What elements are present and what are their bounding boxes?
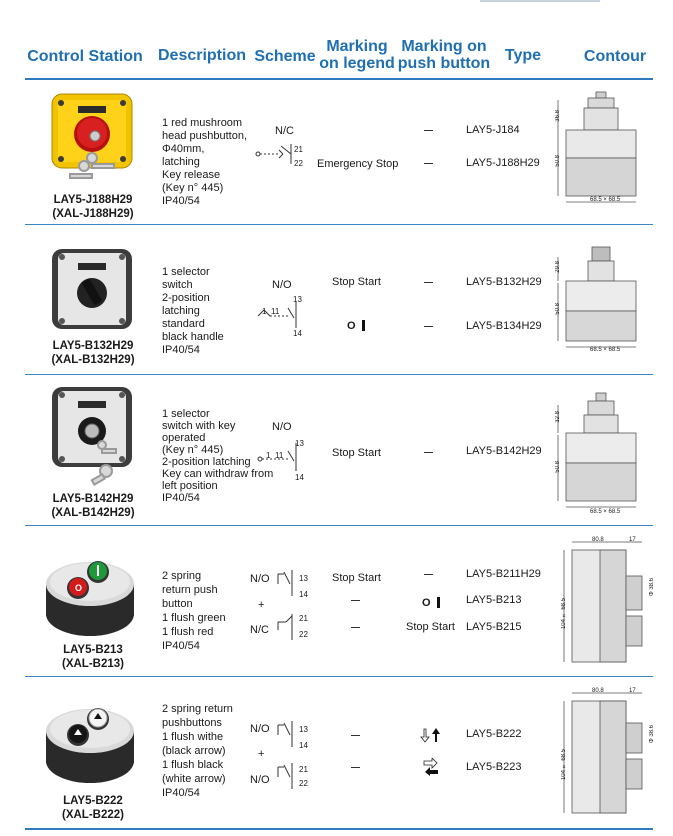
description-line: latching [162,305,200,317]
type-code: LAY5-B211H29 [466,568,541,580]
type-code: LAY5-J188H29 [466,157,540,169]
type-code: LAY5-J184 [466,124,520,136]
legend-text: Stop Start [332,447,381,459]
type-code: LAY5-B215 [466,621,522,633]
dimension-label: 50.8 [555,155,561,167]
description-line: 1 flush green [162,612,226,624]
type-code: LAY5-B134H29 [466,320,542,332]
scheme-num: 22 [294,159,303,168]
bottom-rule [25,828,653,830]
scheme-num: 21 [299,614,308,623]
type-code: LAY5-B132H29 [466,276,542,288]
arrow-left-right-icon [422,758,440,776]
description-line: latching [162,156,200,168]
header-type: Type [504,47,542,64]
table-header [0,36,673,76]
description-line: 1 selector [162,266,210,278]
no-marking-dash [424,326,433,327]
dimension-label: 17 [629,537,636,543]
description-line: IP40/54 [162,640,200,652]
header-marking-button-1: Marking on [401,38,487,55]
no-marking-dash [351,627,360,628]
scheme-num: 11 [275,451,284,460]
type-code: LAY5-B213 [466,594,522,606]
scheme-num: 13 [299,574,308,583]
dimension-label: Φ 38.6 [649,725,655,744]
model-alt-name: (XAL-J188H29) [52,208,134,220]
scheme-num: 14 [295,473,304,482]
description-line: 2-position latching [162,456,251,468]
description-line: switch with key [162,420,236,432]
scheme-num: 22 [299,779,308,788]
two-button-black-station-image [42,691,142,791]
contour-drawing [556,687,660,817]
legend-on-bar [362,320,365,331]
description-line: 1 selector [162,408,210,420]
model-alt-name: (XAL-B213) [62,658,124,670]
legend-text: Emergency Stop [317,158,399,170]
table-row [0,80,673,225]
description-line: 2 spring return [162,703,233,715]
model-name: LAY5-B142H29 [52,493,134,505]
scheme-num: 11 [271,307,280,316]
scheme-num: 13 [299,725,308,734]
description-line: operated [162,432,206,444]
scheme-label: N/C [275,125,294,137]
model-name: LAY5-B213 [63,644,123,656]
no-marking-dash [351,600,360,601]
header-contour: Contour [583,48,647,65]
emergency-stop-station-image [48,90,138,190]
dimension-label: 80.8 [592,688,604,694]
arrow-down-up-icon [420,727,442,743]
type-code: LAY5-B222 [466,728,522,740]
model-name: LAY5-B222 [63,795,123,807]
table-row [0,375,673,525]
selector-switch-station-image [48,245,138,335]
scheme-label: N/O [250,774,270,786]
dimension-label: 36.8 [555,110,561,122]
table-row [0,677,673,827]
scheme-num: 22 [299,630,308,639]
no-marking-dash [424,282,433,283]
description-line: (Key n° 445) [162,444,224,456]
description-line: black handle [162,331,224,343]
top-decor-segment [480,0,600,2]
description-line: (Key n° 445) [162,182,224,194]
model-alt-name: (XAL-B132H29) [51,354,135,366]
button-off-symbol: O [422,597,431,609]
svg-text:O: O [75,583,83,593]
description-line: (black arrow) [162,745,226,757]
contour-drawing [550,389,662,509]
contour-drawing [550,90,662,208]
description-line: 1 flush withe [162,731,224,743]
dimension-label: 29.8 [555,261,561,273]
scheme-plus: + [258,599,265,611]
scheme-label: N/O [250,723,270,735]
scheme-label: N/O [272,421,292,433]
legend-text: Stop Start [332,572,381,584]
description-line: return push [162,584,218,596]
legend-text: Stop Start [332,276,381,288]
header-description: Description [157,47,246,64]
header-marking-legend-1: Marking [326,38,388,55]
description-line: Key release [162,169,221,181]
contour-drawing [550,243,662,353]
description-line: left position [162,480,218,492]
header-marking-button-2: push button [397,55,491,72]
description-line: IP40/54 [162,492,200,504]
scheme-num: 21 [294,145,303,154]
dimension-label: 50.8 [555,303,561,315]
description-line: pushbuttons [162,717,222,729]
dimension-label: 80.8 [592,537,604,543]
scheme-num: 1 [266,451,271,460]
top-decor-line [0,0,673,3]
scheme-num: 21 [299,765,308,774]
header-control-station: Control Station [27,48,143,65]
scheme-plus: + [258,748,265,760]
description-line: 2 spring [162,570,202,582]
type-code: LAY5-B142H29 [466,445,542,457]
no-marking-dash [424,452,433,453]
model-alt-name: (XAL-B222) [62,809,124,821]
description-line: Φ40mm, [162,143,205,155]
dimension-label: 50.8 [555,461,561,473]
type-code: LAY5-B223 [466,761,522,773]
key-selector-station-image [48,383,138,493]
dimension-label: 17 [629,688,636,694]
description-line: Key can withdraw from [162,468,274,480]
table-row [0,526,673,676]
header-marking-legend-2: on legend [319,55,395,72]
no-marking-dash [351,767,360,768]
no-marking-dash [424,163,433,164]
contour-drawing [556,536,660,666]
model-alt-name: (XAL-B142H29) [51,507,135,519]
scheme-label: N/C [250,624,269,636]
description-line: switch [162,279,193,291]
scheme-label: N/O [250,573,270,585]
button-on-bar [437,597,440,608]
model-name: LAY5-J188H29 [53,194,133,206]
description-line: button [162,598,193,610]
dimension-label: Φ 38.6 [649,578,655,597]
no-marking-dash [424,130,433,131]
description-line: (white arrow) [162,773,226,785]
two-button-station-image [42,544,142,644]
no-marking-dash [424,574,433,575]
scheme-num: 13 [293,295,302,304]
dimension-label: 104 × 68.5 [561,749,567,781]
scheme-contacts-diagram [274,566,298,644]
description-line: head pushbutton, [162,130,248,142]
header-scheme: Scheme [254,48,316,65]
description-line: 1 red mushroom [162,117,243,129]
dimension-label: 68.5 × 68.5 [590,347,621,353]
dimension-label: 104 × 68.5 [561,598,567,630]
scheme-contacts-diagram [274,717,298,795]
description-line: IP40/54 [162,195,200,207]
table-row [0,225,673,375]
description-line: 1 flush black [162,759,224,771]
scheme-num: 1 [262,307,267,316]
scheme-num: 14 [299,741,308,750]
description-line: IP40/54 [162,787,200,799]
dimension-label: 68.5 × 68.5 [590,509,621,515]
button-legend-text: Stop Start [406,621,455,633]
legend-off-symbol: O [347,320,356,332]
description-line: 1 flush red [162,626,214,638]
scheme-label: N/O [272,279,292,291]
scheme-num: 14 [293,329,302,338]
description-line: IP40/54 [162,344,200,356]
model-name: LAY5-B132H29 [52,340,134,352]
scheme-num: 13 [295,439,304,448]
scheme-num: 14 [299,590,308,599]
no-marking-dash [351,735,360,736]
description-line: standard [162,318,205,330]
description-line: 2-position [162,292,210,304]
dimension-label: 68.5 × 68.5 [590,197,621,203]
dimension-label: 32.8 [555,411,561,423]
